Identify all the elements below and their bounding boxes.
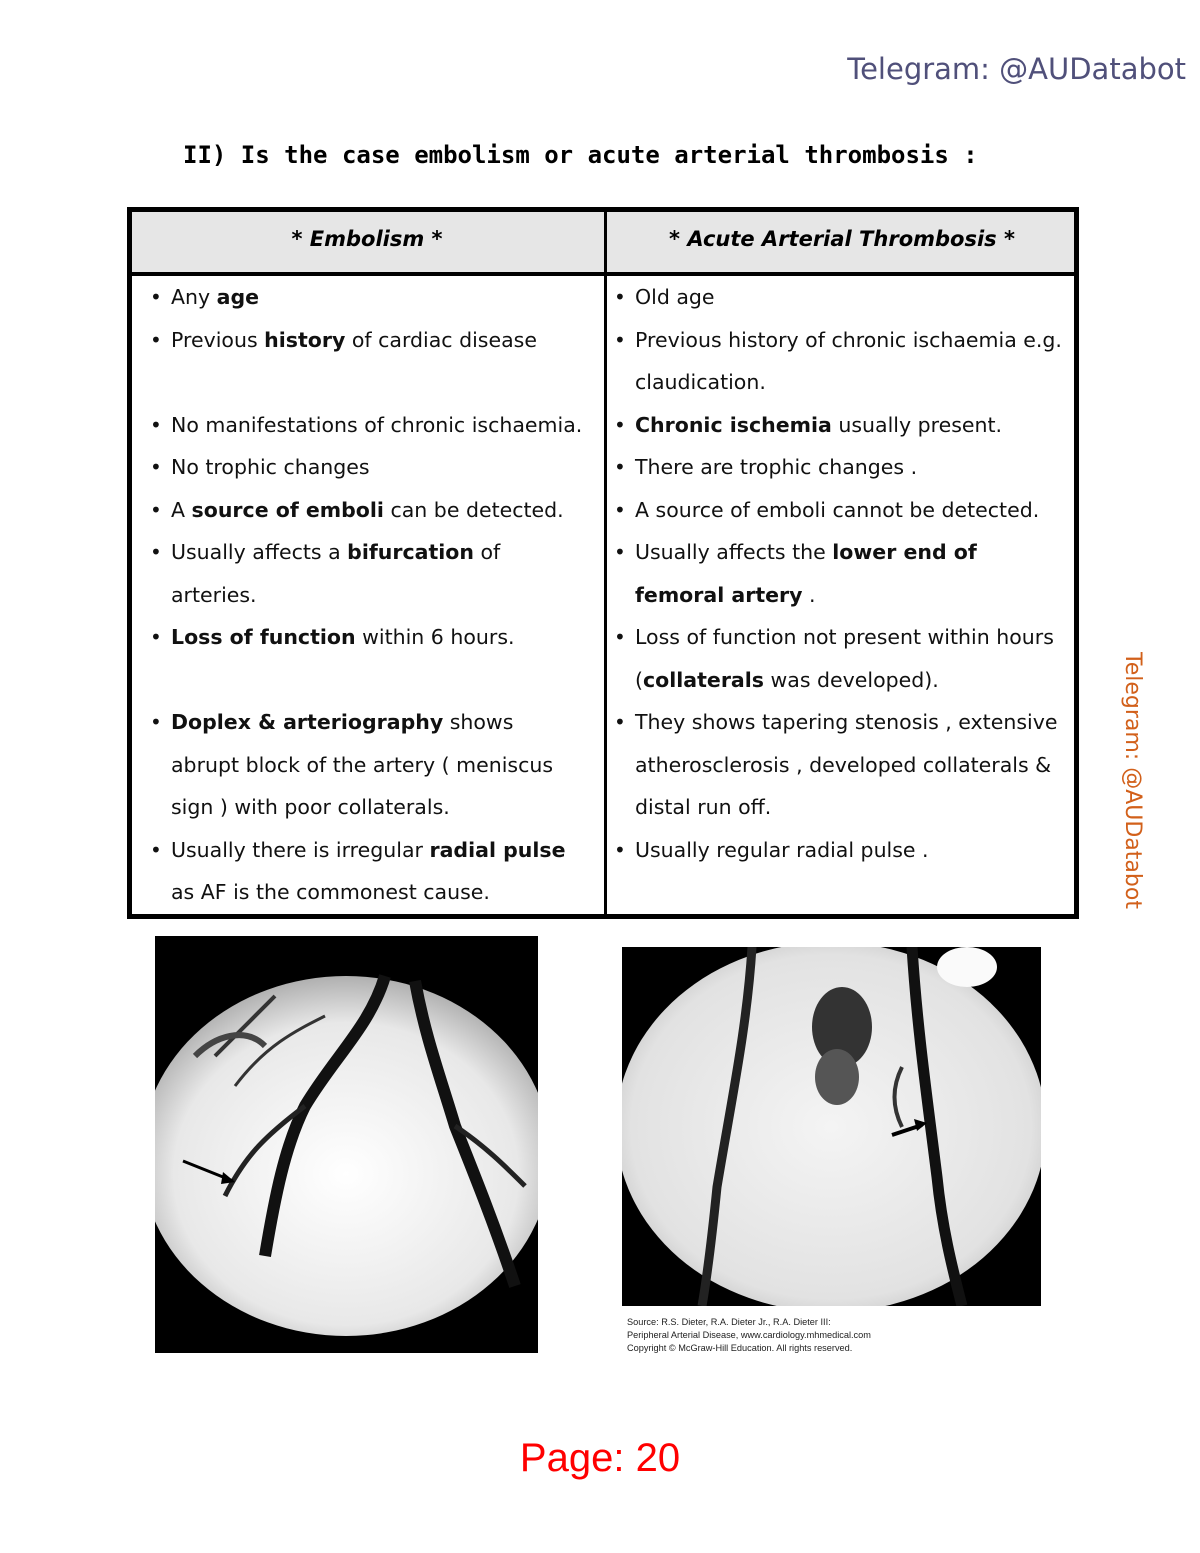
item-line [635, 489, 1073, 532]
item-line [171, 531, 596, 574]
list-item [608, 616, 1073, 701]
item-text: Old age [635, 285, 715, 309]
item-line [635, 276, 1073, 319]
list-item [144, 616, 596, 659]
item-text: Usually affects a [171, 540, 348, 564]
item-line-continued [635, 659, 1073, 702]
item-line-continued: claudication. [635, 370, 766, 394]
item-line [171, 404, 596, 447]
item-line [171, 276, 596, 319]
item-line-continued: distal run off. [635, 795, 772, 819]
item-text: A [171, 497, 192, 522]
emphasis-text: source of emboli [191, 497, 384, 522]
item-text: No trophic changes [171, 455, 370, 479]
list-item [144, 276, 596, 319]
item-text: There are trophic changes . [635, 455, 918, 479]
emphasis-text: Loss of function [171, 625, 356, 649]
list-item [144, 829, 596, 914]
thrombosis-column [608, 276, 1073, 871]
page-number: Page: 20 [519, 1436, 681, 1480]
item-text: was developed). [764, 667, 939, 692]
emphasis-text: radial pulse [429, 837, 566, 862]
caption-line-3: Copyright © McGraw-Hill Education. All rights reserved. [627, 1343, 853, 1353]
list-item [144, 531, 596, 616]
header-embolism: * Embolism * [291, 227, 443, 251]
item-line [171, 489, 596, 532]
arteriogram-embolism-image [155, 936, 538, 1353]
item-line [171, 319, 596, 362]
item-line [635, 701, 1073, 744]
list-item [608, 446, 1073, 489]
list-item [608, 489, 1073, 532]
item-text: No manifestations of chronic ischaemia. [171, 412, 583, 437]
item-line-continued [635, 574, 1073, 617]
list-item [608, 829, 1073, 872]
emphasis-text: history [264, 327, 346, 352]
item-text: ( [635, 667, 643, 692]
list-item [608, 701, 1073, 829]
watermark-top: Telegram: @AUDatabot [847, 52, 1186, 86]
item-text: usually present. [831, 412, 1003, 437]
item-line-continued: as AF is the commonest cause. [171, 880, 490, 904]
item-text: shows [443, 710, 514, 734]
emphasis-text: bifurcation [347, 540, 474, 564]
list-item [608, 276, 1073, 319]
arteriogram-embolism-svg [155, 936, 538, 1353]
embolism-column [144, 276, 596, 914]
item-text: can be detected. [383, 497, 564, 522]
emphasis-text: Doplex & arteriography [171, 710, 444, 734]
item-line [171, 701, 596, 744]
item-text: . [802, 582, 816, 607]
emphasis-text: Chronic ischemia [635, 412, 832, 437]
emphasis-text: age [216, 285, 260, 309]
emphasis-text: lower end of [832, 540, 977, 564]
item-line [635, 829, 1073, 872]
item-line-continued: sign ) with poor collaterals. [171, 795, 450, 819]
list-item [608, 319, 1073, 404]
list-item [144, 446, 596, 489]
list-item [608, 531, 1073, 616]
list-item [144, 489, 596, 532]
item-line-continued: abrupt block of the artery ( meniscus [171, 752, 554, 777]
emphasis-text: femoral artery [635, 582, 803, 607]
caption-line-2: Peripheral Arterial Disease, www.cardiology.mhmedical.com [627, 1330, 871, 1340]
table-header-row [132, 212, 1074, 276]
list-item [144, 701, 596, 829]
section-title: II) Is the case embolism or acute arterial thrombosis : [183, 141, 978, 169]
header-thrombosis: * Acute Arterial Thrombosis * [669, 227, 1015, 251]
comparison-table [127, 207, 1079, 919]
item-text: Usually regular radial pulse . [635, 837, 929, 862]
item-text: A source of emboli cannot be detected. [635, 497, 1040, 522]
list-item [144, 404, 596, 447]
item-text: They shows tapering stenosis , extensive [635, 710, 1058, 734]
item-text: Loss of function not present within hours [635, 625, 1054, 649]
list-item [608, 404, 1073, 447]
figure-source-caption [627, 1316, 947, 1355]
item-text: Previous [171, 327, 265, 352]
column-divider [604, 212, 607, 914]
item-line [635, 616, 1073, 659]
emphasis-text: collaterals [643, 667, 764, 692]
item-line [635, 319, 1073, 362]
item-text: within 6 hours. [355, 625, 515, 649]
item-text: Usually affects the [635, 540, 833, 564]
list-item [144, 319, 596, 362]
item-line [171, 829, 596, 872]
item-text: Usually there is irregular [171, 837, 430, 862]
arteriogram-thrombosis-image [622, 947, 1041, 1306]
item-line [171, 616, 596, 659]
item-line [635, 404, 1073, 447]
item-line [635, 446, 1073, 489]
watermark-side: Telegram: @AUDatabot [1120, 652, 1145, 909]
item-text: of cardiac disease [345, 327, 537, 352]
item-line [171, 446, 596, 489]
caption-line-1: Source: R.S. Dieter, R.A. Dieter Jr., R.A. Dieter III: [627, 1317, 831, 1327]
item-line-continued: arteries. [171, 582, 257, 607]
item-text: of [474, 540, 501, 564]
arteriogram-thrombosis-svg [622, 947, 1041, 1306]
item-line-continued: atherosclerosis , developed collaterals & [635, 752, 1052, 777]
item-text: Any [171, 285, 217, 309]
item-text: Previous history of chronic ischaemia e.g. [635, 327, 1062, 352]
item-line [635, 531, 1073, 574]
